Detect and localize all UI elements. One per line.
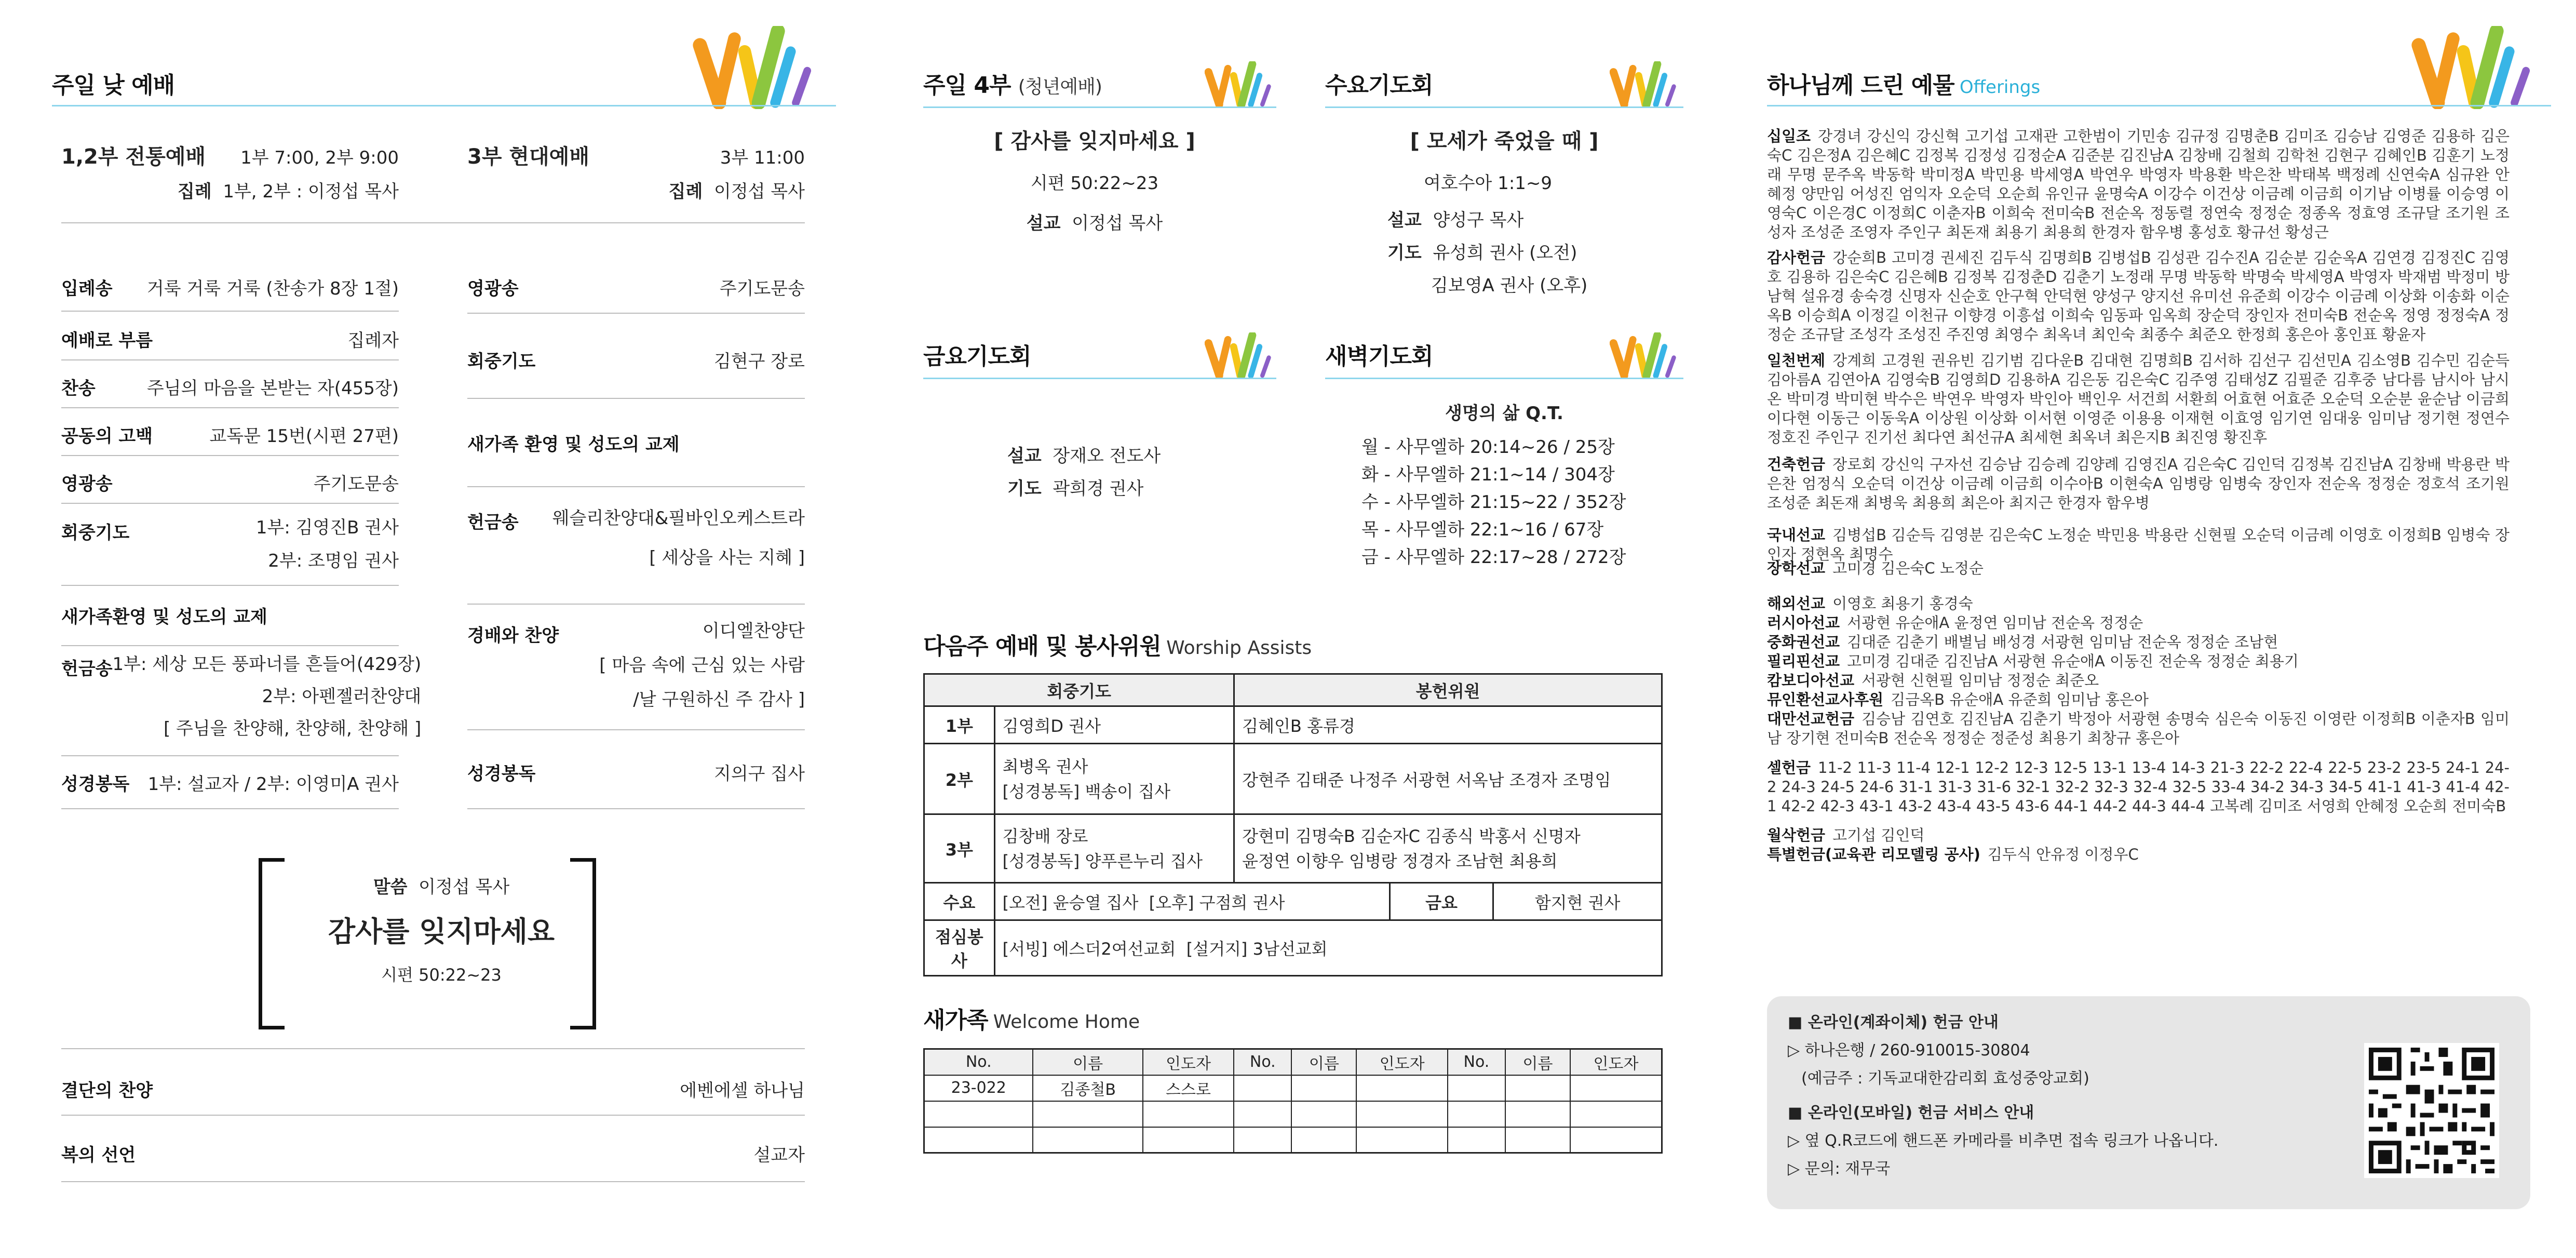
wed-content: [ 모세가 죽었을 때 ] 여호수아 1:1~9 설교 양성구 목사 기도 유성희 권사 (오전) 김보영A 권사 (오후): [1325, 125, 1683, 297]
left-bracket: [259, 858, 285, 1029]
church-logo-icon: [1205, 61, 1275, 108]
offering-group-domestic: 국내선교 김병섭B 김순득 김영분 김은숙C 노정순 박민용 박용란 신현필 오순덕 이금례 이영호 이정희B 임병숙 장인자 정현옥 최명수: [1767, 526, 2510, 563]
divider: [923, 106, 1276, 108]
order-row: 성경봉독 지의구 집사: [467, 759, 805, 809]
youth-passage: 시편 50:22~23: [1030, 173, 1159, 194]
wed-title: 수요기도회: [1325, 72, 1433, 99]
online-transfer-account: ▷ 하나은행 / 260-910015-30804: [1788, 1041, 2030, 1060]
church-logo-icon: [1610, 332, 1680, 379]
offering-group-missionary: 뮤인환선교사후원 김금옥B 유순애A 유준희 임미남 홍은아: [1767, 691, 2149, 708]
order-row: 예배로 부름 집례자: [61, 326, 399, 360]
offering-group-china: 중화권선교 김대준 김춘기 배별님 배성경 서광현 임미남 전순옥 정정순 조남현: [1767, 633, 2278, 651]
offerings-title: 하나님께 드린 예물 Offerings: [1767, 72, 2041, 99]
online-contact: ▷ 문의: 재무국: [1788, 1160, 1891, 1178]
church-logo-icon: [1610, 61, 1680, 108]
youth-title: 주일 4부 (청년예배): [923, 72, 1102, 99]
traditional-service-header: [61, 140, 399, 203]
offering-group-tithe: 십일조 강경녀 강신익 강신혁 고기섭 고재관 고한범이 기민송 김규정 김명춘B 김미조 김승남 김영준 김용하 김은숙C 김은정A 김은혜C 김정복 김정성 김정순A 김준분 김진남A 김창배 김철희 김학천 김현구 김혜인B 김훈기 노정래 무명 문주옥 박동학 박미정A 박민용 박세영A 박연우 박영자 박용환 박은찬 박태복 백정례 신연숙A 심규완 안혜정 양만임 어성진 엄익자 오순덕 오순희 유인규 윤명숙A 이강수 이건상 이금례 이금희 이기남 이병률 이승영 이영숙C 이은경C 이정희C 이춘자B 이희숙 전미숙B 전순옥 정동렬 정연숙 정정순 정종옥 정효영 조규달 조기원 조성자 조성준 조영자 주인구 최돈재 최용기 최용희 한경자 함우병 홍성호 황규선 황성근: [1767, 127, 2510, 241]
order-row: 영광송 주기도문송: [467, 274, 805, 314]
online-transfer-title: ■ 온라인(계좌이체) 헌금 안내: [1788, 1013, 1999, 1032]
fri-content: 설교 장재오 전도사 기도 곽희경 권사: [1007, 446, 1161, 499]
traditional-service-time: 1부 7:00, 2부 9:00: [240, 148, 399, 168]
offering-group-cell: 셀헌금 11-2 11-3 11-4 12-1 12-2 12-3 12-5 13-1 13-4 14-3 21-3 22-2 22-4 22-5 23-2 23-5 24-1 24-2 24-3 24-5 24-6 31-1 31-3 31-6 32-1 32-2 32-3 32-4 32-5 33-4 34-2 34-3 34-5 41-1 41-3 41-4 42-1 42-2 42-3 43-1 43-2 43-4 43-5 43-6 44-1 44-2 44-3 44-4 고복례 김미조 서영희 안혜정 오순희 전미숙B: [1767, 759, 2510, 815]
dawn-title: 새벽기도회: [1325, 343, 1433, 370]
table-row: [924, 1127, 1662, 1153]
order-row-newcomer: 새가족환영 및 성도의 교제: [61, 603, 399, 646]
order-row-resolution: 결단의 찬양 에벤에셀 하나님: [61, 1076, 805, 1116]
dawn-subtitle: 생명의 삶 Q.T.: [1445, 403, 1563, 424]
sermon-label: 말씀: [373, 877, 408, 898]
qr-code-icon[interactable]: [2364, 1043, 2499, 1178]
church-logo-icon: [2409, 26, 2539, 109]
offering-group-taiwan: 대만선교헌금 김승남 김연호 김진남A 김춘기 박정아 서광현 송명숙 심은숙 이동진 이영란 이정희B 이춘자B 임미남 장기현 전미숙B 전순옥 정정순 정준성 최용기 최창규 홍은아: [1767, 710, 2510, 747]
lead-label: 집례: [178, 181, 212, 202]
assists-title: 다음주 예배 및 봉사위원 Worship Assists: [923, 633, 1312, 660]
divider: [52, 105, 836, 106]
sermon-title: 감사를 잊지마세요: [328, 915, 555, 948]
order-row: 성경봉독 1부: 설교자 / 2부: 이영미A 권사: [61, 770, 399, 809]
lead-value: 이정섭 목사: [713, 181, 805, 202]
divider: [923, 378, 1276, 379]
order-row-offering: 헌금송 웨슬리찬양대&필바인오케스트라 [ 세상을 사는 지혜 ]: [467, 508, 805, 605]
online-transfer-holder: (예금주 : 기독교대한감리회 효성중앙교회): [1801, 1069, 2089, 1088]
newcomers-table: No. 이름 인도자 No. 이름 인도자 No. 이름 인도자 23-022 김종철B 스스로: [923, 1048, 1663, 1154]
online-mobile-title: ■ 온라인(모바일) 헌금 서비스 안내: [1788, 1104, 2034, 1122]
newcomers-title: 새가족 Welcome Home: [923, 1007, 1140, 1034]
divider: [61, 1048, 805, 1049]
wed-sermon-title: [ 모세가 죽었을 때 ]: [1410, 129, 1599, 153]
church-logo-icon: [691, 26, 820, 109]
order-row-newcomer: 새가족 환영 및 성도의 교제: [467, 430, 805, 487]
online-mobile-guide: ▷ 옆 Q.R코드에 핸드폰 카메라를 비추면 접속 링크가 나옵니다.: [1788, 1132, 2219, 1150]
youth-sermon-title: [ 감사를 잊지마세요 ]: [994, 129, 1195, 153]
offering-group-monthly: 월삭헌금 고기섭 김인덕: [1767, 826, 1925, 844]
sunday-title: 주일 낮 예배: [52, 72, 175, 99]
offering-group-special: 특별헌금(교육관 리모델링 공사) 김두식 안유정 이정우C: [1767, 846, 2139, 863]
modern-service-time: 3부 11:00: [720, 148, 805, 168]
fri-title: 금요기도회: [923, 343, 1031, 370]
order-row-offering: 헌금송 1부: 세상 모든 풍파너를 흔들어(429장) 2부: 아펜젤러찬양대 [ 주님을 찬양해, 찬양해, 찬양해 ]: [61, 654, 399, 756]
order-row-praise: 경배와 찬양 이디엘찬양단 [ 마음 속에 근심 있는 사람 /날 구원하신 주 감사 ]: [467, 621, 805, 730]
order-row-prayer: 회중기도 1부: 김영진B 권사 2부: 조명임 권사: [61, 518, 399, 586]
sermon-passage: 시편 50:22~23: [381, 965, 502, 985]
order-row-blessing: 복의 선언 설교자: [61, 1141, 805, 1182]
table-row: 23-022 김종철B 스스로: [924, 1075, 1662, 1101]
divider: [1325, 378, 1683, 379]
wed-passage: 여호수아 1:1~9: [1424, 173, 1553, 194]
sermon-box: [291, 873, 592, 986]
traditional-service-title: 1,2부 전통예배: [61, 145, 206, 169]
offering-group-philippines: 필리핀선교 고미경 김대준 김진남A 서광현 유순애A 이동진 전순옥 정정순 최용기: [1767, 652, 2299, 670]
lead-label: 집례: [668, 181, 703, 202]
divider: [1325, 106, 1683, 108]
assists-table: 회중기도 봉헌위원 1부 김영희D 권사 김혜인B 홍류경 2부 최병옥 권사 [성경봉독] 백송이 집사 강현주 김태준 나정주 서광현 서옥남 조경자 조명임 3부 김창배 장로 [성경봉독] 양푸른누리 집사 강현미 김명숙B 김순자C 김종식 박홍서 신명자 윤정연 이향우 임병랑 정경자 조남현 최용희 수요 [오전] 윤승열 집사 [오후] 구점희 권사 금요 함지현 권사 점심봉사 [서빙] 에스더2여선교회 [설거지] 3남선교회: [923, 673, 1663, 976]
online-offering-box: [1767, 996, 2530, 1209]
offering-group-thousand: 일천번제 강계희 고경원 권유빈 김기범 김다운B 김대현 김명희B 김서하 김선구 김선민A 김소영B 김수민 김순득 김아름A 김연아A 김영숙B 김영희D 김용하A 김은동 김은숙C 김주영 김태성Z 김필준 김후중 남다름 남시아 남시온 박미경 박미현 박수은 박연우 박영자 박인아 백인우 서건희 서환희 어효현 어효준 오순덕 오순분 윤순남 이금희 이다현 이동근 이동욱A 이상원 이상화 이서현 이영준 이용용 이재현 이효영 임기연 임대웅 임미남 정기현 정연수 정호진 주인구 진기선 최다연 최선규A 최세현 최옥녀 최은지B 최진영 황진후: [1767, 352, 2510, 446]
offering-group-overseas: 해외선교 이영호 최용기 홍경숙: [1767, 595, 1973, 612]
lead-value: 1부, 2부 : 이정섭 목사: [223, 181, 399, 202]
dawn-content: 생명의 삶 Q.T. 월 - 사무엘하 20:14~26 / 25장 화 - 사무엘하 21:1~14 / 304장 수 - 사무엘하 21:15~22 / 352장 목 - 사무엘하 22:1~16 / 67장 금 - 사무엘하 22:17~28 / 272장: [1325, 399, 1683, 571]
church-logo-icon: [1205, 332, 1275, 379]
divider: [61, 222, 805, 223]
offering-group-cambodia: 캄보디아선교 서광현 신현필 임미남 정정순 최준오: [1767, 672, 2099, 689]
table-row: [924, 1101, 1662, 1127]
divider: [1767, 105, 2551, 106]
order-row: 공동의 고백 교독문 15번(시편 27편): [61, 422, 399, 456]
offering-group-thanks: 감사헌금 강순희B 고미경 권세진 김두식 김명희B 김병섭B 김성관 김수진A 김순분 김순옥A 김연경 김정진C 김영호 김용하 김은숙C 김은혜B 김정복 김정춘D 김춘기 노정래 무명 박동학 박명숙 박세영A 박영자 박재범 박정미 방남혁 설유경 송숙경 신명자 신순호 안구혁 안덕현 양성구 양지선 유미선 유준희 이강수 이금례 이상화 이송화 이순옥B 이승희A 이정길 이천규 이향경 이흥섭 이희숙 임동파 임옥희 장순덕 장인자 전미숙B 전순옥 정영 정정숙A 정정순 조규달 조성각 조성진 주진영 최영수 최옥녀 최인숙 최종수 최준오 한정희 홍은아 홍인표 황윤자: [1767, 249, 2510, 343]
offering-group-russia: 러시아선교 서광현 유순애A 윤정연 임미남 전순옥 정정순: [1767, 614, 2143, 632]
modern-service-title: 3부 현대예배: [467, 145, 589, 169]
order-row: 영광송 주기도문송: [61, 470, 399, 504]
offering-group-scholarship: 장학선교 고미경 김은숙C 노정순: [1767, 559, 1984, 577]
modern-service-header: [467, 140, 805, 203]
youth-content: [ 감사를 잊지마세요 ] 시편 50:22~23 설교 이정섭 목사: [923, 125, 1266, 234]
offering-group-building: 건축헌금 장로회 강신익 구자선 김승남 김승례 김양례 김영진A 김은숙C 김인덕 김정복 김진남A 김창배 박용란 박은찬 엄정식 오순덕 이건상 이금례 이금희 이수아B 이현숙A 임병랑 임병숙 장인자 전순옥 정정순 정호석 조기원 조성준 최돈재 최병욱 최용희 최은아 최지근 한경자 함우병: [1767, 456, 2510, 512]
order-row: 찬송 주님의 마음을 본받는 자(455장): [61, 374, 399, 408]
order-row: 입례송 거룩 거룩 거룩 (찬송가 8장 1절): [61, 274, 399, 312]
order-row: 회중기도 김현구 장로: [467, 347, 805, 399]
sermon-preacher: 이정섭 목사: [419, 877, 510, 898]
